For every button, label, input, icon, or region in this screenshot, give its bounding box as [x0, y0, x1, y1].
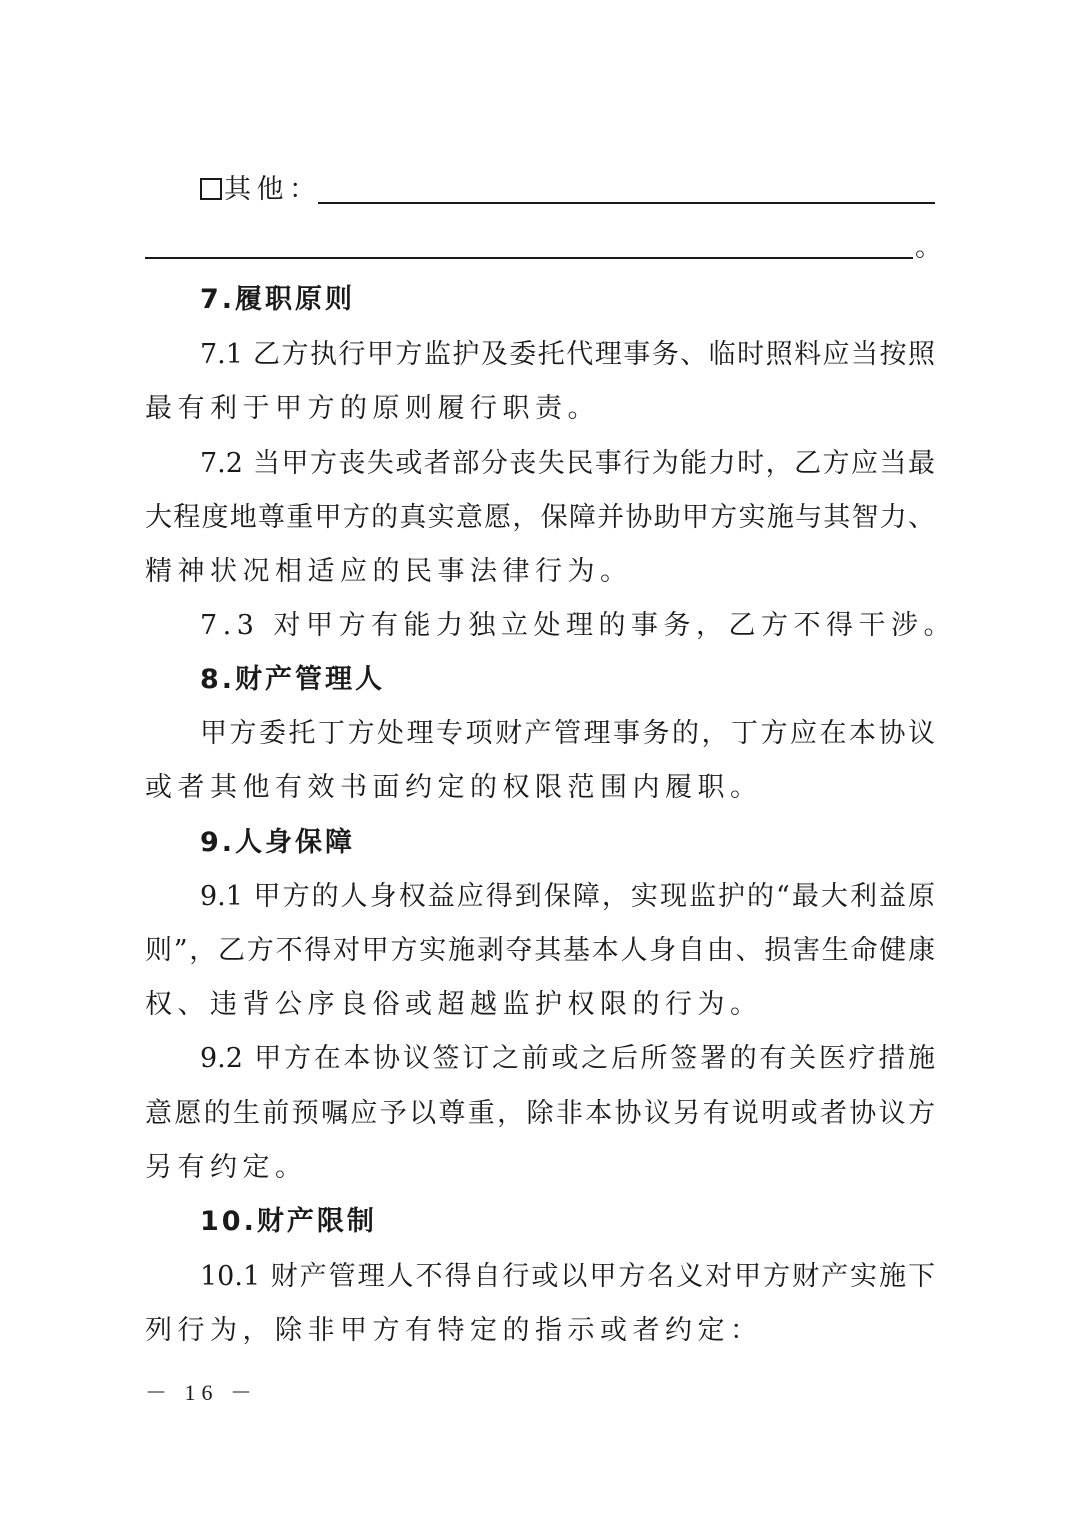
section-7-heading: 7.履职原则 [200, 284, 356, 315]
page-number: － 16 － [145, 1380, 259, 1405]
other-blank-line-2[interactable] [145, 257, 913, 259]
section-9-line-3: 权、违背公序良俗或超越监护权限的行为。 [145, 989, 763, 1020]
section-7-line-6: 7.3 对甲方有能力独立处理的事务，乙方不得干涉。 [200, 610, 957, 641]
other-label: 其他： [224, 174, 322, 205]
section-7-line-2: 最有利于甲方的原则履行职责。 [145, 393, 600, 424]
other-option [200, 170, 935, 210]
other-blank-line-1[interactable] [318, 202, 935, 204]
section-9-line-1: 9.1 甲方的人身权益应得到保障，实现监护的“最大利益原 [200, 881, 935, 912]
section-8-line-2: 或者其他有效书面约定的权限范围内履职。 [145, 772, 763, 803]
section-7-line-5: 精神状况相适应的民事法律行为。 [145, 556, 633, 587]
section-9-line-4: 9.2 甲方在本协议签订之前或之后所签署的有关医疗措施 [200, 1043, 935, 1074]
section-10-line-2: 列行为，除非甲方有特定的指示或者约定： [145, 1315, 763, 1346]
section-9-line-6: 另有约定。 [145, 1152, 308, 1183]
checkbox-icon[interactable] [200, 178, 222, 200]
section-10-heading: 10.财产限制 [200, 1206, 377, 1237]
section-7-line-4: 大程度地尊重甲方的真实意愿，保障并协助甲方实施与其智力、 [145, 502, 935, 533]
section-7-line-1: 7.1 乙方执行甲方监护及委托代理事务、临时照料应当按照 [200, 339, 935, 370]
section-9-heading: 9.人身保障 [200, 827, 356, 858]
other-end-mark: 。 [915, 232, 948, 263]
section-10-line-1: 10.1 财产管理人不得自行或以甲方名义对甲方财产实施下 [200, 1261, 935, 1292]
section-9-line-2: 则”，乙方不得对甲方实施剥夺其基本人身自由、损害生命健康 [145, 935, 935, 966]
section-8-heading: 8.财产管理人 [200, 664, 386, 695]
section-7-line-3: 7.2 当甲方丧失或者部分丧失民事行为能力时，乙方应当最 [200, 448, 935, 479]
section-8-line-1: 甲方委托丁方处理专项财产管理事务的，丁方应在本协议 [200, 718, 935, 749]
section-9-line-5: 意愿的生前预嘱应予以尊重，除非本协议另有说明或者协议方 [145, 1098, 935, 1129]
